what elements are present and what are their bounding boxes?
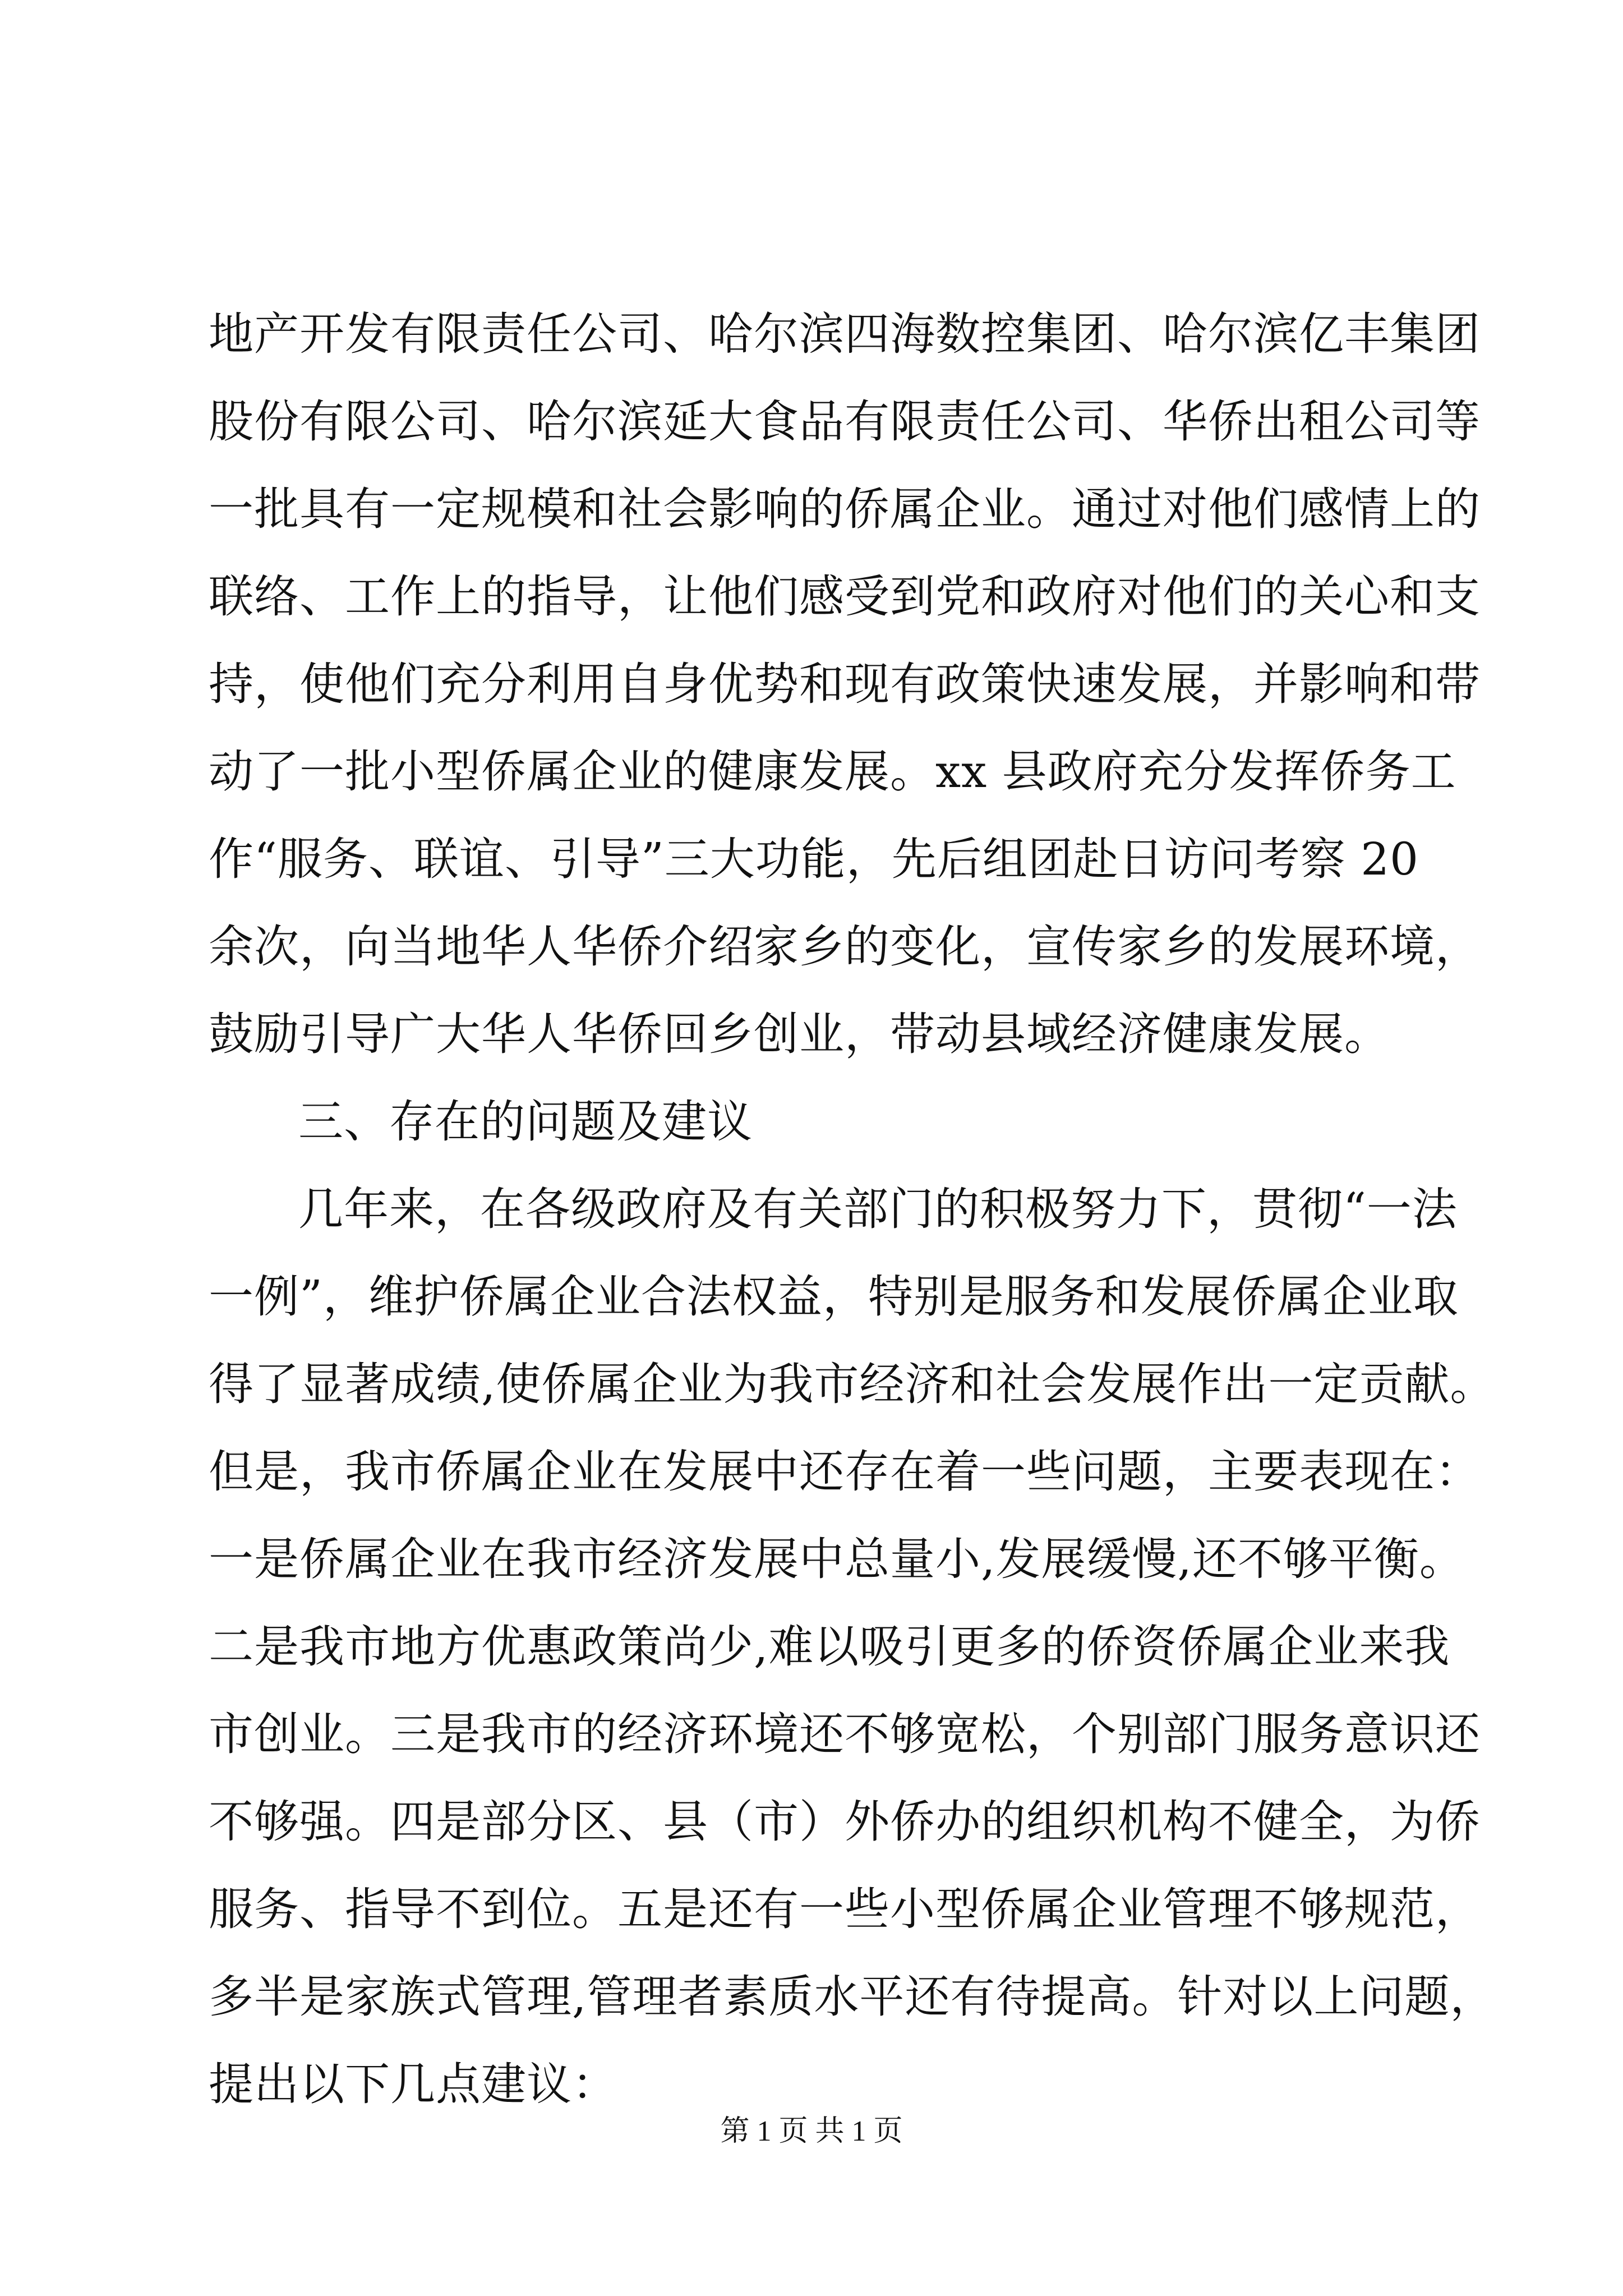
text-line-19: 服务、指导不到位。五是还有一些小型侨属企业管理不够规范，	[209, 1883, 1481, 1935]
text-line-7: 作“服务、联谊、引导”三大功能，先后组团赴日访问考察 20	[209, 833, 1419, 885]
text-line-18: 不够强。四是部分区、县（市）外侨办的组织机构不健全，为侨	[209, 1796, 1481, 1848]
text-line-13: 得了显著成绩,使侨属企业为我市经济和社会发展作出一定贡献。	[209, 1358, 1496, 1410]
text-line-21: 提出以下几点建议：	[209, 2058, 617, 2110]
text-line-4: 联络、工作上的指导，让他们感受到党和政府对他们的关心和支	[209, 570, 1481, 623]
text-line-15: 一是侨属企业在我市经济发展中总量小,发展缓慢,还不够平衡。	[209, 1533, 1465, 1585]
section-heading: 三、存在的问题及建议	[298, 1096, 753, 1148]
text-line-3: 一批具有一定规模和社会影响的侨属企业。通过对他们感情上的	[209, 483, 1481, 535]
text-line-17: 市创业。三是我市的经济环境还不够宽松，个别部门服务意识还	[209, 1708, 1481, 1760]
page-footer: 第 1 页 共 1 页	[720, 2115, 903, 2147]
text-line-8: 余次，向当地华人华侨介绍家乡的变化，宣传家乡的发展环境，	[209, 921, 1481, 973]
text-line-6: 动了一批小型侨属企业的健康发展。xx 县政府充分发挥侨务工	[209, 746, 1456, 798]
text-line-16: 二是我市地方优惠政策尚少,难以吸引更多的侨资侨属企业来我	[209, 1621, 1450, 1673]
text-line-20: 多半是家族式管理,管理者素质水平还有待提高。针对以上问题，	[209, 1971, 1496, 2023]
text-line-9: 鼓励引导广大华人华侨回乡创业，带动县域经济健康发展。	[209, 1008, 1390, 1060]
text-line-2: 股份有限公司、哈尔滨延大食品有限责任公司、华侨出租公司等	[209, 395, 1481, 448]
text-line-5: 持，使他们充分利用自身优势和现有政策快速发展，并影响和带	[209, 658, 1481, 710]
text-line-12: 一例”，维护侨属企业合法权益，特别是服务和发展侨属企业取	[209, 1271, 1459, 1323]
text-line-14: 但是，我市侨属企业在发展中还存在着一些问题，主要表现在：	[209, 1446, 1481, 1498]
document-body	[209, 291, 1496, 2128]
text-line-11: 几年来，在各级政府及有关部门的积极努力下，贯彻“一法	[298, 1183, 1458, 1235]
text-line-1: 地产开发有限责任公司、哈尔滨四海数控集团、哈尔滨亿丰集团	[209, 308, 1481, 360]
